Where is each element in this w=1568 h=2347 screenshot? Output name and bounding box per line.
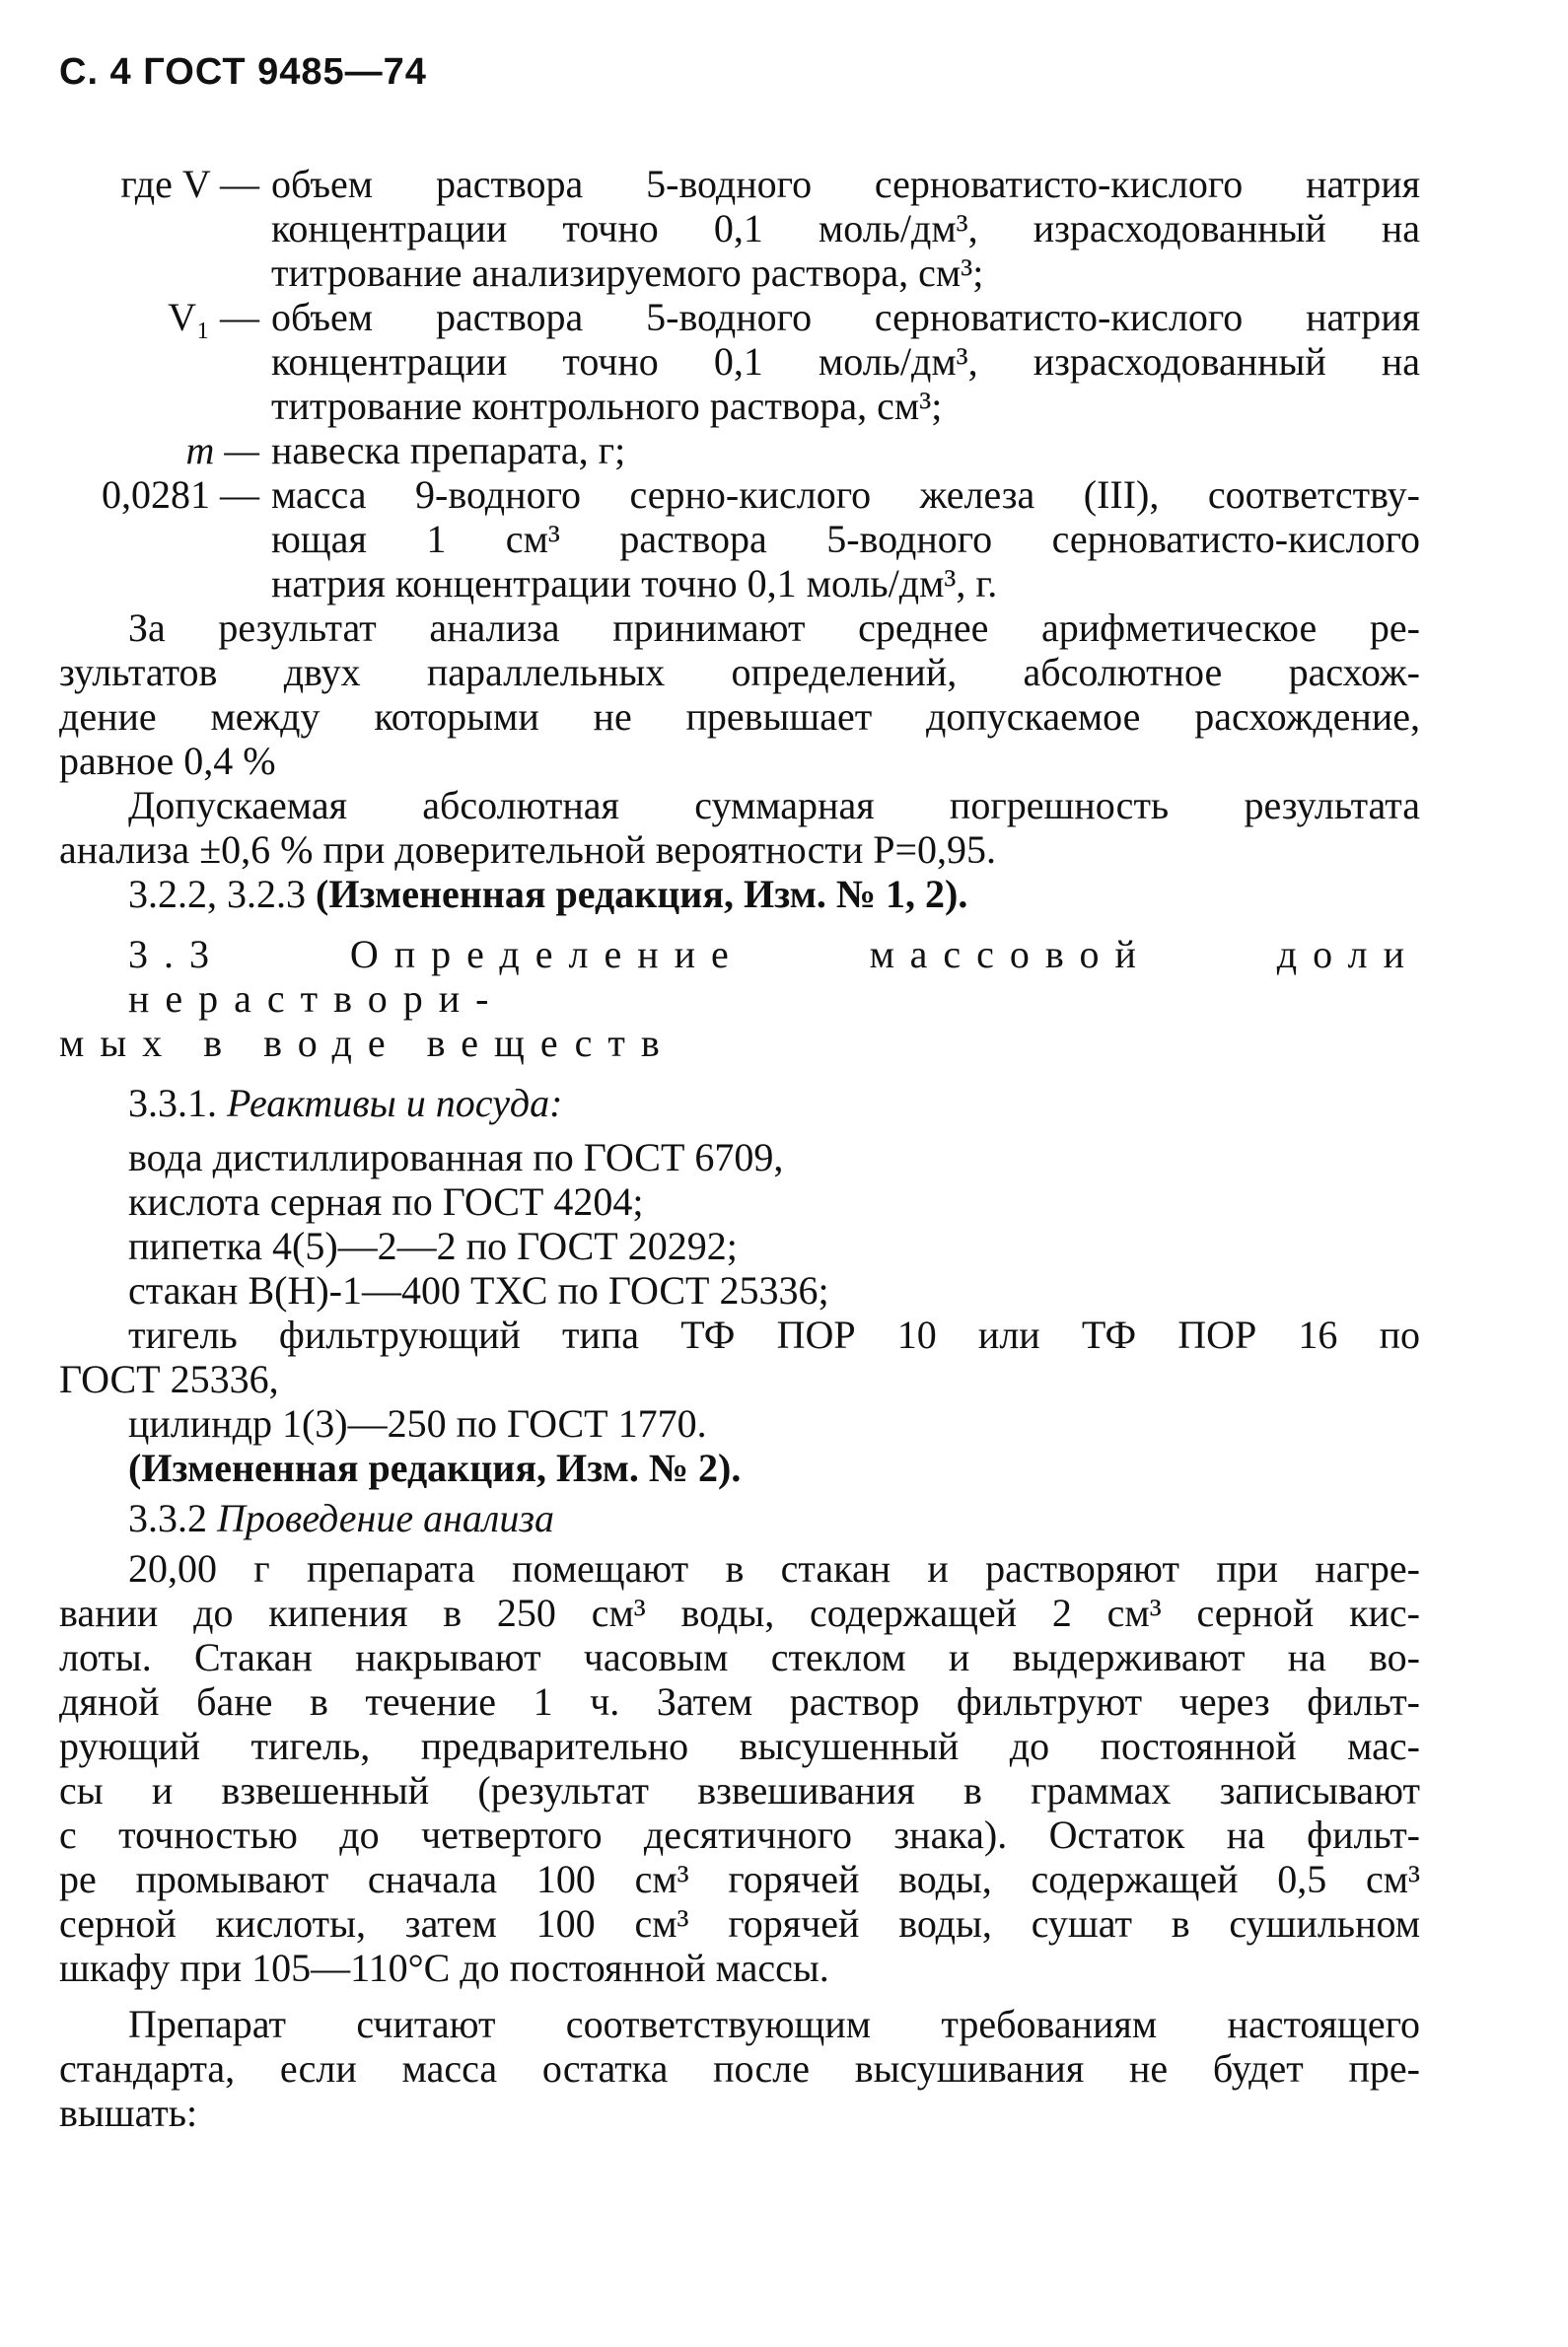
legend-text-line: объем раствора 5-водного серноватисто-кислого натрия [271,295,1420,339]
paragraph-line: ре промывают сначала 100 см³ горячей воды, содержащей 0,5 см³ [59,1857,1420,1901]
error-paragraph [59,783,1420,872]
list-item: цилиндр 1(3)—250 по ГОСТ 1770. [128,1401,707,1446]
legend-label: V₁ — [168,295,259,339]
subsection-3-3-2-title [59,1496,1420,1540]
page-header: С. 4 ГОСТ 9485—74 [59,51,427,93]
legend-label: m — [185,428,259,472]
list-item: вода дистиллированная по ГОСТ 6709, [128,1135,784,1179]
list-item: пипетка 4(5)—2—2 по ГОСТ 20292; [128,1224,738,1268]
paragraph-line: вышать: [59,2091,198,2135]
paragraph-line: Препарат считают соответствующим требованиям настоящего [128,2002,1420,2046]
legend-text-line: титрование анализируемого раствора, см³; [271,250,984,295]
legend-text-line: масса 9-водного серно-кислого железа (III), соответству- [271,472,1420,517]
paragraph-line: 20,00 г препарата помещают в стакан и растворяют при нагре- [128,1546,1420,1591]
list-item: тигель фильтрующий типа ТФ ПОР 10 или ТФ ПОР 16 по [128,1313,1420,1357]
paragraph-line: серной кислоты, затем 100 см³ горячей воды, сушат в сушильном [59,1901,1420,1946]
amendment-note-1 [59,872,1420,916]
legend-text-line: ющая 1 см³ раствора 5-водного серноватисто-кислого [271,517,1420,561]
clause-title: Реактивы и посуда: [227,1081,563,1125]
analysis-procedure-paragraph [59,1546,1420,1990]
paragraph-line: сы и взвешенный (результат взвешивания в граммах записывают [59,1768,1420,1813]
clause-title: Проведение анализа [217,1496,554,1540]
paragraph-line: За результат анализа принимают среднее арифметическое ре- [128,605,1420,650]
legend-text-line: навеска препарата, г; [271,428,626,472]
reagents-list [59,1135,1420,1446]
paragraph-line: рующий тигель, предварительно высушенный до постоянной мас- [59,1724,1420,1768]
paragraph-line: равное 0,4 % [59,739,276,783]
legend-item-v1 [59,295,1420,428]
paragraph-line: шкафу при 105—110°С до постоянной массы. [59,1946,829,1990]
list-item: стакан В(Н)-1—400 ТХС по ГОСТ 25336; [128,1268,829,1313]
clause-number: 3.3.2 [128,1496,207,1540]
legend-label: 0,0281 — [102,472,259,517]
subsection-3-3-1-title [59,1081,1420,1125]
heading-line: 3.3 Определение массовой доли нераствори- [128,932,1420,1021]
legend-item-m [59,428,1420,472]
paragraph-line: лоты. Стакан накрывают часовым стеклом и выдерживают на во- [59,1635,1420,1679]
paragraph-line: вании до кипения в 250 см³ воды, содержащей 2 см³ серной кис- [59,1591,1420,1635]
paragraph-line: зультатов двух параллельных определений, абсолютное расхож- [59,650,1420,694]
heading-line: мых в воде веществ [59,1021,676,1065]
document-page [59,51,1420,2135]
legend-item-v [59,162,1420,295]
paragraph-line: дяной бане в течение 1 ч. Затем раствор фильтруют через фильт- [59,1679,1420,1724]
list-item: кислота серная по ГОСТ 4204; [128,1179,644,1224]
paragraph-line: анализа ±0,6 % при доверительной вероятности P=0,95. [59,827,997,872]
legend-text-line: концентрации точно 0,1 моль/дм³, израсходованный на [271,339,1420,384]
conformity-paragraph [59,2002,1420,2135]
clause-number: 3.3.1. [128,1081,217,1125]
section-3-3-heading [59,932,1420,1065]
legend-label: где V — [120,162,259,206]
legend-text-line: натрия концентрации точно 0,1 моль/дм³, г. [271,561,998,605]
legend-item-constant [59,472,1420,605]
paragraph-line: Допускаемая абсолютная суммарная погрешность результата [128,783,1420,827]
clause-numbers: 3.2.2, 3.2.3 [128,872,316,916]
legend-text-line: объем раствора 5-водного серноватисто-кислого натрия [271,162,1420,206]
amendment-note-2: (Измененная редакция, Изм. № 2). [128,1446,742,1490]
result-paragraph [59,605,1420,783]
legend-text-line: концентрации точно 0,1 моль/дм³, израсходованный на [271,206,1420,250]
list-item: ГОСТ 25336, [59,1357,279,1401]
legend-text-line: титрование контрольного раствора, см³; [271,384,943,428]
paragraph-line: стандарта, если масса остатка после высушивания не будет пре- [59,2046,1420,2091]
amendment-text: (Измененная редакция, Изм. № 1, 2). [316,872,968,916]
paragraph-line: дение между которыми не превышает допускаемое расхождение, [59,694,1420,739]
paragraph-line: с точностью до четвертого десятичного знака). Остаток на фильт- [59,1813,1420,1857]
